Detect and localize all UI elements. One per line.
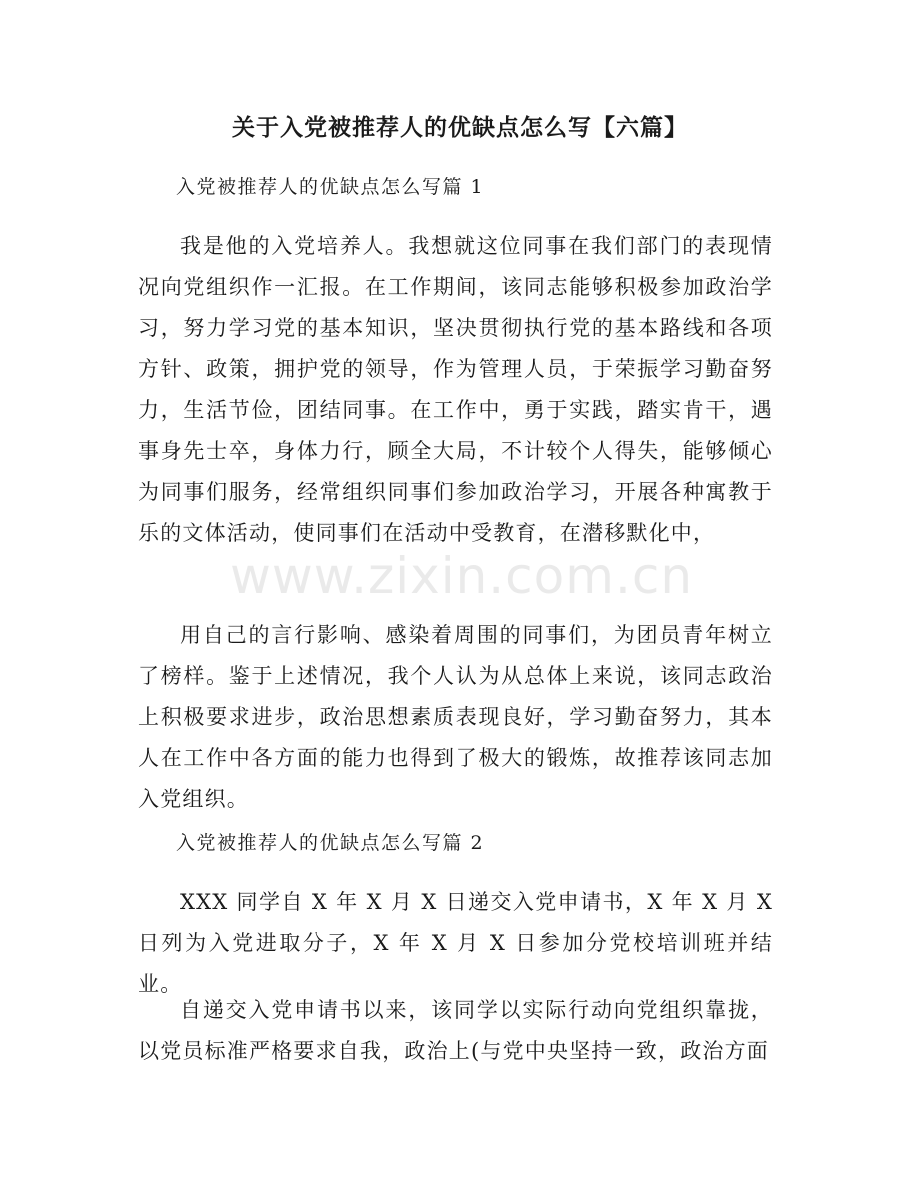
document-title: 关于入党被推荐人的优缺点怎么写【六篇】 bbox=[232, 114, 688, 141]
section-heading-2: 入党被推荐人的优缺点怎么写篇 2 bbox=[176, 832, 485, 854]
section-1-paragraph-1: 我是他的入党培养人。我想就这位同事在我们部门的表现情况向党组织作一汇报。在工作期间，该同志能够积极参加政治学习，努力学习党的基本知识，坚决贯彻执行党的基本路线和各项方针、政策，拥护党的领导，作为管理人员，于荣振学习勤奋努力，生活节俭，团结同事。在工作中，勇于实践，踏实肯干，遇事身先士卒，身体力行，顾全大局，不计较个人得失，能够倾心为同事们服务，经常组织同事们参加政治学习，开展各种寓教于乐的文体活动，使同事们在活动中受教育，在潜移默化中， bbox=[138, 234, 773, 545]
section-2-paragraph-2: 自递交入党申请书以来，该同学以实际行动向党组织靠拢，以党员标准严格要求自我，政治上(与党中央坚持一致，政治方面 bbox=[138, 998, 773, 1063]
section-2-paragraph-1: XXX 同学自 X 年 X 月 X 日递交入党申请书，X 年 X 月 X 日列为入党进取分子，X 年 X 月 X 日参加分党校培训班并结业。 bbox=[138, 890, 773, 996]
section-1-paragraph-2: 用自己的言行影响、感染着周围的同事们，为团员青年树立了榜样。鉴于上述情况，我个人认为从总体上来说，该同志政治上积极要求进步，政治思想素质表现良好，学习勤奋努力，其本人在工作中各方面的能力也得到了极大的锻炼，故推荐该同志加入党组织。 bbox=[138, 623, 773, 811]
section-heading-1: 入党被推荐人的优缺点怎么写篇 1 bbox=[176, 176, 485, 198]
watermark: www.zixin.com.cn bbox=[230, 547, 694, 605]
